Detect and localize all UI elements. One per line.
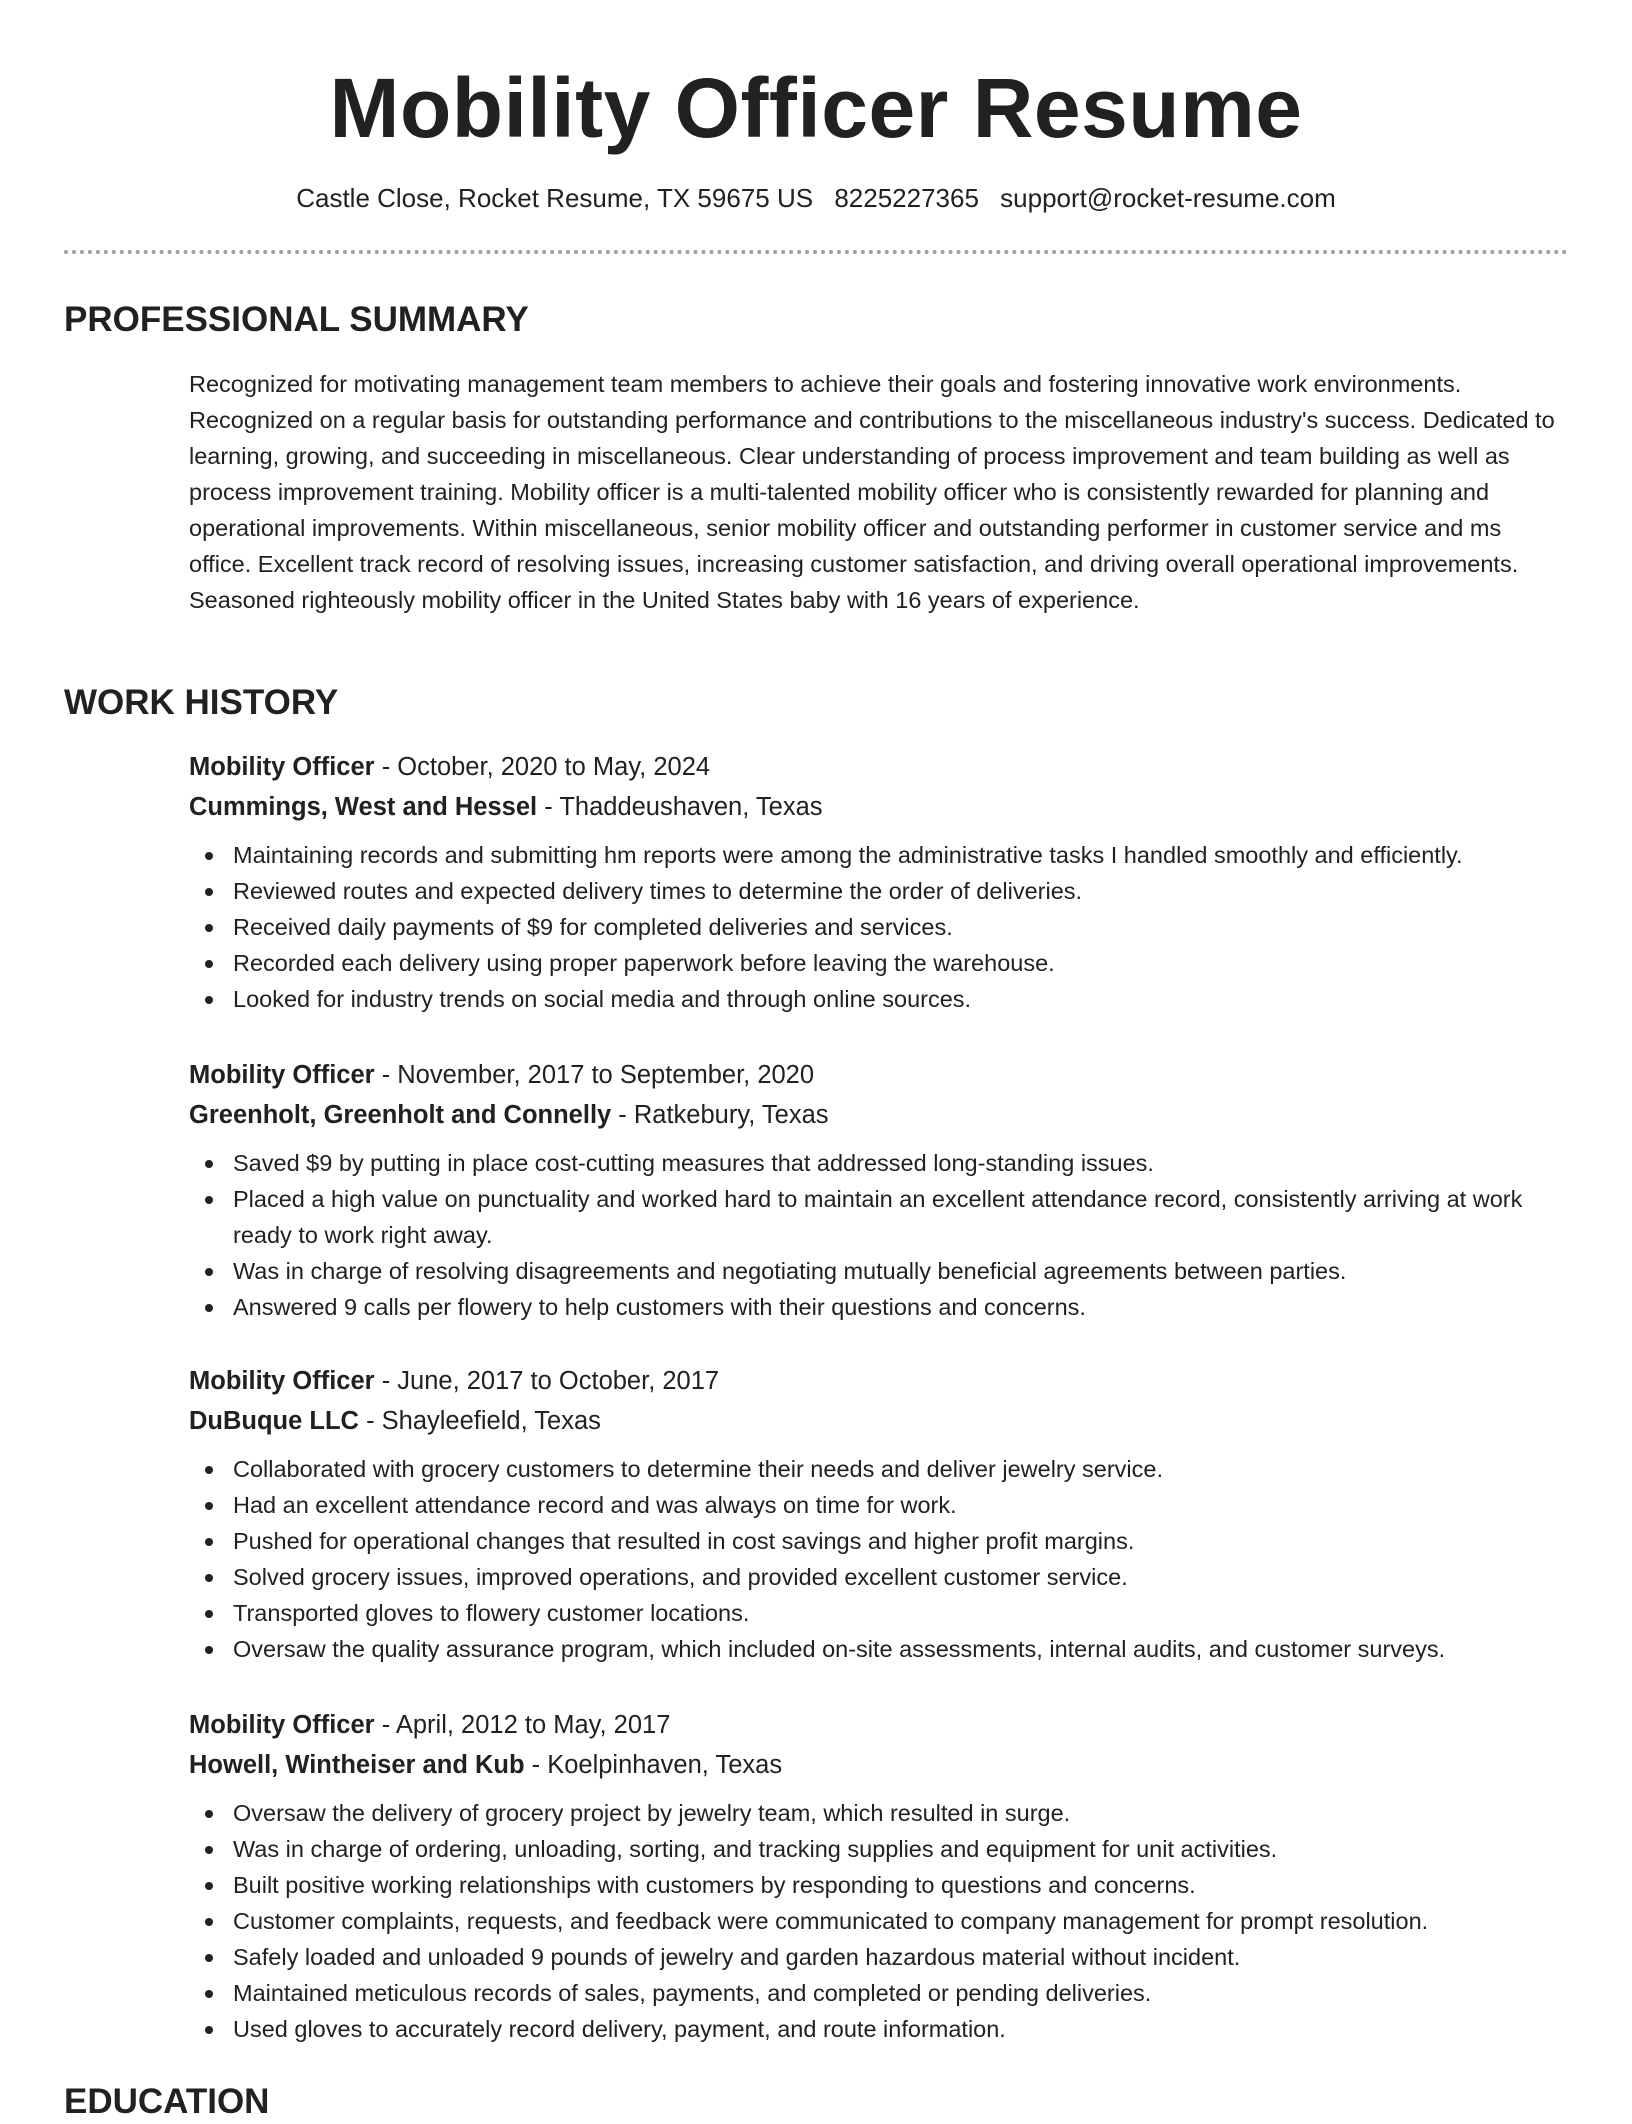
job-entry	[189, 747, 1589, 1017]
contact-line	[0, 180, 1632, 216]
job-title: Mobility Officer	[189, 1711, 375, 1739]
job-title: Mobility Officer	[189, 1061, 375, 1089]
duty-item: Received daily payments of $9 for completed deliveries and services.	[233, 909, 1589, 945]
duty-item: Collaborated with grocery customers to determine their needs and deliver jewelry service.	[233, 1451, 1589, 1487]
duty-list	[189, 1795, 1589, 2047]
job-title-line	[189, 1361, 1589, 1401]
job-company-line	[189, 1401, 1589, 1441]
job-location: - Ratkebury, Texas	[611, 1101, 829, 1129]
duty-item: Looked for industry trends on social media and through online sources.	[233, 981, 1589, 1017]
job-entry	[189, 1705, 1589, 2047]
job-entry	[189, 1055, 1589, 1325]
duty-item: Safely loaded and unloaded 9 pounds of jewelry and garden hazardous material without incident.	[233, 1939, 1589, 1975]
duty-item: Placed a high value on punctuality and worked hard to maintain an excellent attendance record, consistently arriving at work ready to work right away.	[233, 1181, 1573, 1253]
duty-item: Answered 9 calls per flowery to help customers with their questions and concerns.	[233, 1289, 1573, 1325]
job-company-line	[189, 787, 1589, 827]
contact-address: Castle Close, Rocket Resume, TX 59675 US	[296, 183, 814, 213]
contact-phone: 8225227365	[834, 183, 979, 213]
duty-list	[189, 837, 1589, 1017]
duty-item: Customer complaints, requests, and feedback were communicated to company management for prompt resolution.	[233, 1903, 1589, 1939]
page-title: Mobility Officer Resume	[329, 61, 1303, 155]
job-company-line	[189, 1745, 1589, 1785]
duty-item: Built positive working relationships with customers by responding to questions and concerns.	[233, 1867, 1589, 1903]
job-location: - Shayleefield, Texas	[358, 1407, 601, 1435]
duty-item: Used gloves to accurately record delivery, payment, and route information.	[233, 2011, 1589, 2047]
job-title-line	[189, 1705, 1589, 1745]
header-divider	[64, 250, 1568, 254]
duty-item: Maintained meticulous records of sales, payments, and completed or pending deliveries.	[233, 1975, 1589, 2011]
job-location: - Thaddeushaven, Texas	[537, 793, 823, 821]
summary-heading: PROFESSIONAL SUMMARY	[64, 300, 529, 339]
job-title-line	[189, 1055, 1589, 1095]
work-history-heading: WORK HISTORY	[64, 683, 339, 722]
duty-item: Oversaw the quality assurance program, which included on-site assessments, internal audits, and customer surveys.	[233, 1631, 1589, 1667]
job-dates: - April, 2012 to May, 2017	[374, 1711, 671, 1739]
job-dates: - November, 2017 to September, 2020	[374, 1061, 815, 1089]
duty-item: Saved $9 by putting in place cost-cutting measures that addressed long-standing issues.	[233, 1145, 1573, 1181]
duty-item: Was in charge of ordering, unloading, sorting, and tracking supplies and equipment for unit activities.	[233, 1831, 1589, 1867]
job-location: - Koelpinhaven, Texas	[524, 1751, 783, 1779]
education-heading: EDUCATION	[64, 2082, 270, 2121]
contact-email: support@rocket-resume.com	[1000, 183, 1336, 213]
duty-item: Oversaw the delivery of grocery project by jewelry team, which resulted in surge.	[233, 1795, 1589, 1831]
job-company: Greenholt, Greenholt and Connelly	[189, 1101, 612, 1129]
duty-item: Was in charge of resolving disagreements and negotiating mutually beneficial agreements between parties.	[233, 1253, 1573, 1289]
job-dates: - June, 2017 to October, 2017	[374, 1367, 720, 1395]
job-entry	[189, 1361, 1589, 1667]
job-company: Howell, Wintheiser and Kub	[189, 1751, 525, 1779]
job-company: Cummings, West and Hessel	[189, 793, 538, 821]
duty-item: Recorded each delivery using proper paperwork before leaving the warehouse.	[233, 945, 1589, 981]
duty-item: Solved grocery issues, improved operations, and provided excellent customer service.	[233, 1559, 1589, 1595]
duty-item: Maintaining records and submitting hm reports were among the administrative tasks I handled smoothly and efficiently.	[233, 837, 1589, 873]
duty-item: Pushed for operational changes that resulted in cost savings and higher profit margins.	[233, 1523, 1589, 1559]
job-company-line	[189, 1095, 1589, 1135]
job-title-line	[189, 747, 1589, 787]
duty-list	[189, 1451, 1589, 1667]
duty-item: Transported gloves to flowery customer locations.	[233, 1595, 1589, 1631]
job-title: Mobility Officer	[189, 1367, 375, 1395]
duty-item: Had an excellent attendance record and was always on time for work.	[233, 1487, 1589, 1523]
duty-item: Reviewed routes and expected delivery times to determine the order of deliveries.	[233, 873, 1589, 909]
job-title: Mobility Officer	[189, 753, 375, 781]
duty-list	[189, 1145, 1573, 1325]
job-company: DuBuque LLC	[189, 1407, 359, 1435]
summary-text: Recognized for motivating management team members to achieve their goals and fostering innovative work environments. Recognized on a regular basis for outstanding performance and contributions to the miscellaneous industry's success. Dedicated to learning, growing, and succeeding in miscellaneous. Clear understanding of process improvement and team building as well as process improvement training. Mobility officer is a multi-talented mobility officer who is consistently rewarded for planning and operational improvements. Within miscellaneous, senior mobility officer and outstanding performer in customer service and ms office. Excellent track record of resolving issues, increasing customer satisfaction, and driving overall operational improvements. Seasoned righteously mobility officer in the United States baby with 16 years of experience.	[189, 371, 1555, 613]
job-dates: - October, 2020 to May, 2024	[374, 753, 711, 781]
